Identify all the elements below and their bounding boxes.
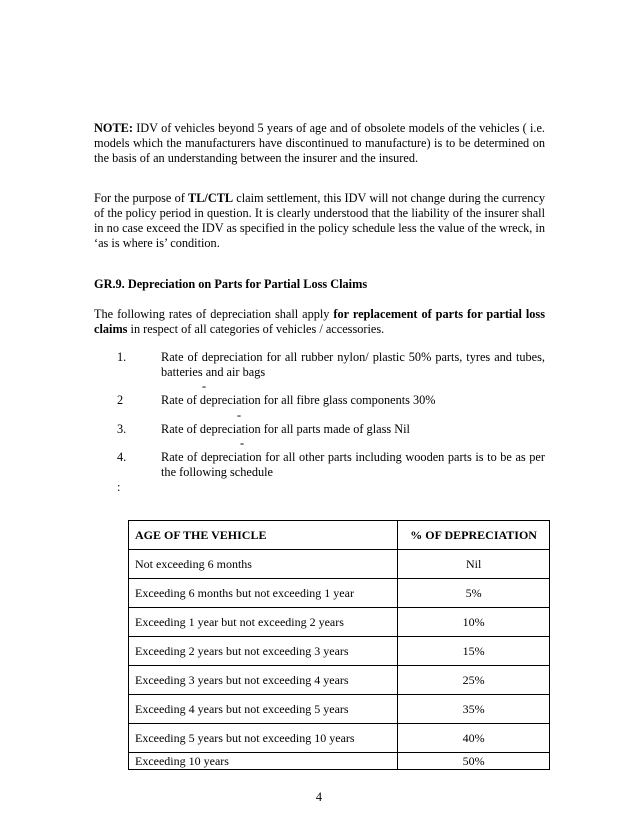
table-row — [129, 608, 550, 637]
page-number: 4 — [315, 790, 323, 804]
table-cell: 10% — [398, 608, 550, 637]
list-item-number: 2 — [117, 393, 124, 407]
table-cell: Exceeding 3 years but not exceeding 4 years — [129, 666, 398, 695]
dash-mark: - — [237, 408, 242, 422]
table-header-row — [129, 521, 550, 550]
table-header-cell: % OF DEPRECIATION — [398, 521, 550, 550]
list-item-number: 1. — [117, 350, 127, 364]
table-row — [129, 550, 550, 579]
table-header-cell: AGE OF THE VEHICLE — [129, 521, 398, 550]
list-item-number: 3. — [117, 422, 127, 436]
table-cell: 40% — [398, 724, 550, 753]
table-cell: Exceeding 4 years but not exceeding 5 years — [129, 695, 398, 724]
colon-mark: : — [117, 480, 121, 494]
table-row — [129, 753, 550, 770]
tl-ctl-term: TL/CTL — [188, 191, 234, 205]
table-row — [129, 637, 550, 666]
table-row — [129, 695, 550, 724]
tl-ctl-paragraph — [94, 191, 545, 251]
tl-text-before: For the purpose of — [94, 191, 188, 205]
dash-mark: - — [202, 379, 207, 393]
intro-bold-phrase: for replacement of parts for partial loss claims — [94, 307, 546, 336]
table-cell: 50% — [398, 753, 550, 770]
intro-text-before: The following rates of depreciation shall apply — [94, 307, 334, 321]
table-row — [129, 666, 550, 695]
table-cell: 35% — [398, 695, 550, 724]
table-cell: Exceeding 2 years but not exceeding 3 years — [129, 637, 398, 666]
intro-paragraph — [94, 307, 545, 337]
table-cell: 5% — [398, 579, 550, 608]
table-cell: 15% — [398, 637, 550, 666]
table-cell: Exceeding 10 years — [129, 753, 398, 770]
depreciation-table — [128, 520, 550, 770]
table-cell: Not exceeding 6 months — [129, 550, 398, 579]
list-item-text: Rate of depreciation for all parts made of glass Nil — [161, 422, 410, 436]
table-cell: Exceeding 5 years but not exceeding 10 years — [129, 724, 398, 753]
note-text: IDV of vehicles beyond 5 years of age and of obsolete models of the vehicles ( i.e. models which the manufacturers have discontinued to manufacture) is to be determined on the basis of an understanding between the insurer and the insured. — [94, 121, 545, 165]
dash-mark: - — [240, 436, 245, 450]
table-cell: Exceeding 6 months but not exceeding 1 year — [129, 579, 398, 608]
list-item-number: 4. — [117, 450, 127, 464]
tl-text-after: claim settlement, this IDV will not change during the currency of the policy period in question. It is clearly understood that the liability of the insurer shall in no case exceed the IDV as specified in the policy schedule less the value of the wreck, in ‘as is where is’ condition. — [94, 191, 546, 250]
list-item-text: Rate of depreciation for all rubber nylon/ plastic 50% parts, tyres and tubes, batteries and air bags — [161, 350, 545, 379]
table-cell: 25% — [398, 666, 550, 695]
table-cell: Nil — [398, 550, 550, 579]
table-cell: Exceeding 1 year but not exceeding 2 years — [129, 608, 398, 637]
list-item-text: Rate of depreciation for all other parts including wooden parts is to be as per the following schedule — [161, 450, 545, 479]
note-label: NOTE: — [94, 121, 133, 135]
table-row — [129, 724, 550, 753]
section-heading: GR.9. Depreciation on Parts for Partial Loss Claims — [94, 277, 368, 291]
intro-text-after: in respect of all categories of vehicles / accessories. — [127, 322, 385, 336]
table-row — [129, 579, 550, 608]
note-paragraph — [94, 121, 545, 166]
list-item-text: Rate of depreciation for all fibre glass components 30% — [161, 393, 436, 407]
